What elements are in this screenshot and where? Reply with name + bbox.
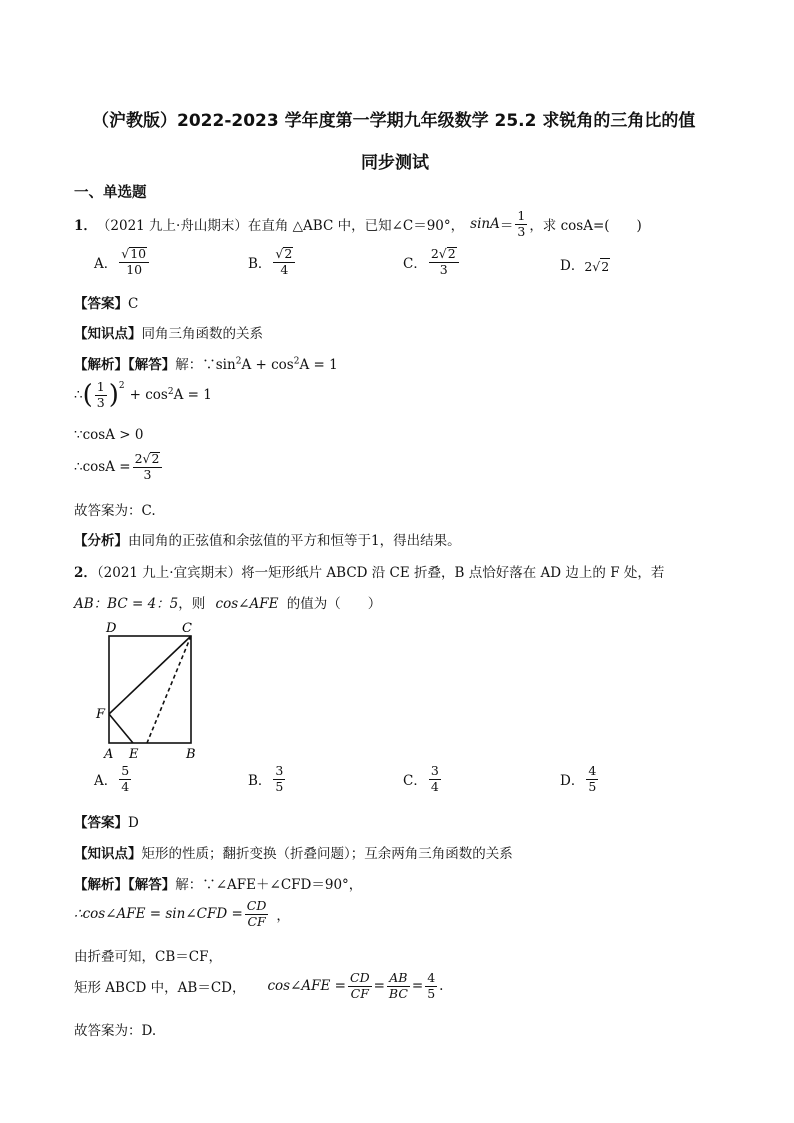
q2-answer: 【答案】D <box>74 815 139 831</box>
q2-solution-line1: 【解析】【解答】解：∵∠AFE＋∠CFD＝90°， <box>74 877 363 893</box>
q1-option-a[interactable]: A． √ 10 10 <box>94 247 151 276</box>
point-f-label: F <box>96 707 106 722</box>
q2-option-a[interactable]: A． $\frac{5}{4}$ <box>94 763 130 794</box>
q2-option-c[interactable]: C． $\frac{3}{4}$ <box>403 763 439 794</box>
q2-stem-line1: 2．（2021 九上·宜宾期末）将一矩形纸片 ABCD 沿 CE 折叠，B 点恰好落在 AD 边上的 F 处，若 <box>74 565 665 581</box>
section-heading: 一、单选题 <box>74 185 147 201</box>
q2-solution-line3: 由折叠可知，CB＝CF， <box>74 949 222 965</box>
q1-number: 1． <box>74 218 97 234</box>
q2-knowledge: 【知识点】矩形的性质；翻折变换（折叠问题）；互余两角三角函数的关系 <box>74 846 513 862</box>
q2-option-b[interactable]: B． $\frac{3}{5}$ <box>248 763 284 794</box>
q1-answer: 【答案】C <box>74 296 139 312</box>
q1-option-d[interactable]: D． 2 √ 2 <box>560 258 610 274</box>
q1-option-b[interactable]: B． √ 2 4 <box>248 247 297 276</box>
q2-solution-line4: 矩形 ABCD 中，AB＝CD， cos∠AFE = $\frac{CD}{CF}$ = $\frac{AB}{BC}$ = $\frac{4}{5}$ . <box>74 970 444 1001</box>
q1-final: 故答案为：C. <box>74 503 156 519</box>
fold-rectangle-diagram <box>92 617 202 762</box>
point-e-label: E <box>129 747 139 762</box>
q2-solution-line2: ∴cos∠AFE = sin∠CFD = $\frac{CD}{CF}$ ， <box>74 898 290 929</box>
point-b-label: B <box>186 747 196 762</box>
q1-source: （2021 九上·舟山期末） <box>96 218 248 234</box>
q2-final: 故答案为：D. <box>74 1023 157 1039</box>
q1-eq: ＝ <box>499 218 514 234</box>
q1-sin-a: sinA <box>470 216 500 232</box>
q1-stem-text-a: 在直角 △ABC 中，已知∠C＝90°， <box>247 218 465 234</box>
page-title: （沪教版）2022-2023 学年度第一学期九年级数学 25.2 求锐角的三角比的值 <box>92 111 696 131</box>
q1-solution-line2: ∴ ( $\frac{1}{3}$ ) $^2$ + cos $^2$ A = 1 <box>74 379 212 410</box>
q1-option-c[interactable]: C． 2 √ 2 3 <box>403 247 461 276</box>
q2-stem-line2: AB：BC = 4：5，则 cos∠AFE 的值为（ ） <box>74 596 382 612</box>
q1-fraction: $\frac{1}{3}$ <box>517 208 526 239</box>
q1-solution-line1: 【解析】【解答】解：$\because\sin^2A + \cos^2A = 1$ <box>74 356 338 373</box>
point-d-label: D <box>106 621 117 636</box>
q1-fenxi: 【分析】由同角的正弦值和余弦值的平方和恒等于1，得出结果。 <box>74 533 461 549</box>
q1-stem-text-b: ，求 cosA=( ) <box>529 218 642 234</box>
q1-stem <box>74 210 642 238</box>
q1-solution-line4: ∴cosA = 2 √ 2 3 <box>74 452 164 481</box>
page-subtitle: 同步测试 <box>361 153 429 173</box>
point-c-label: C <box>182 621 192 636</box>
point-a-label: A <box>104 747 114 762</box>
q2-option-d[interactable]: D． $\frac{4}{5}$ <box>560 763 597 794</box>
q1-knowledge: 【知识点】同角三角函数的关系 <box>74 326 263 342</box>
q1-solution-line3: ∵cosA > 0 <box>74 427 144 443</box>
